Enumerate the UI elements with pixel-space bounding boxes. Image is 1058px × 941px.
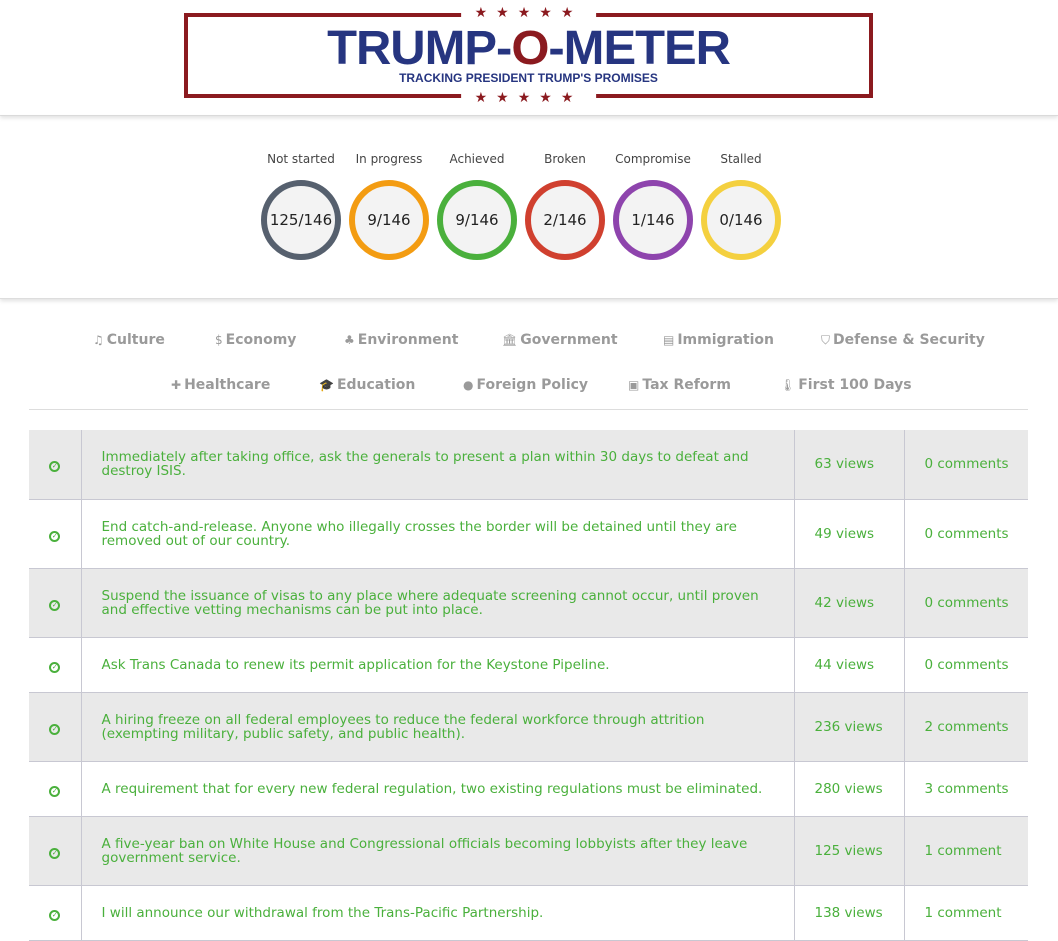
logo-subtitle: TRACKING PRESIDENT TRUMP'S PROMISES <box>399 71 658 85</box>
category-label: Economy <box>225 332 297 348</box>
achieved-check-icon: ✓ <box>49 724 60 735</box>
views-count: 44 views <box>794 637 904 692</box>
table-row[interactable] <box>29 692 1028 761</box>
achieved-check-icon: ✓ <box>49 848 60 859</box>
category-icon: ⛉ <box>821 333 831 347</box>
status-cell <box>29 885 81 940</box>
category-label: Immigration <box>677 332 774 348</box>
category-label: Culture <box>106 332 165 348</box>
category-icon: ▤ <box>663 333 675 347</box>
category-icon: 🌡 <box>780 378 796 392</box>
views-count: 236 views <box>794 692 904 761</box>
category-icon: ♣ <box>344 333 355 347</box>
achieved-check-icon: ✓ <box>49 600 60 611</box>
comments-link[interactable]: 0 comments <box>904 499 1028 568</box>
table-row[interactable] <box>29 761 1028 816</box>
promises-table <box>29 430 1028 941</box>
promise-link[interactable]: Ask Trans Canada to renew its permit application for the Keystone Pipeline. <box>81 637 794 692</box>
status-label: Not started <box>267 152 335 166</box>
achieved-check-icon: ✓ <box>49 461 60 472</box>
achieved-check-icon: ✓ <box>49 531 60 542</box>
category-defense-security[interactable] <box>821 332 985 348</box>
category-immigration[interactable] <box>663 332 774 348</box>
trump-o-meter-logo[interactable] <box>184 5 873 106</box>
status-cell <box>29 692 81 761</box>
comments-link[interactable]: 0 comments <box>904 637 1028 692</box>
category-education[interactable] <box>319 377 415 393</box>
category-culture[interactable] <box>93 332 165 348</box>
category-label: Tax Reform <box>642 377 731 393</box>
promise-link[interactable]: A hiring freeze on all federal employees to reduce the federal workforce through attrition (exempting military, public safety, and public health). <box>81 692 794 761</box>
status-cell <box>29 637 81 692</box>
promise-link[interactable]: Suspend the issuance of visas to any place where adequate screening cannot occur, until proven and effective vetting mechanisms can be put into place. <box>81 568 794 637</box>
category-icon: ● <box>463 378 474 392</box>
comments-link[interactable]: 3 comments <box>904 761 1028 816</box>
category-icon: ▣ <box>628 378 640 392</box>
comments-link[interactable]: 1 comment <box>904 885 1028 940</box>
category-first-100-days[interactable] <box>780 377 912 393</box>
status-summary <box>0 116 1058 299</box>
views-count: 42 views <box>794 568 904 637</box>
logo-title: TRUMP-O-METER <box>327 22 730 75</box>
status-cell <box>29 816 81 885</box>
status-achieved[interactable] <box>433 152 521 260</box>
promise-link[interactable]: A requirement that for every new federal regulation, two existing regulations must be eliminated. <box>81 761 794 816</box>
comments-link[interactable]: 1 comment <box>904 816 1028 885</box>
category-label: Defense & Security <box>833 332 985 348</box>
category-icon: ♫ <box>93 333 104 347</box>
promise-link[interactable]: Immediately after taking office, ask the generals to present a plan within 30 days to defeat and destroy ISIS. <box>81 430 794 499</box>
status-circle: 0/146 <box>701 180 781 260</box>
comments-link[interactable]: 2 comments <box>904 692 1028 761</box>
promise-link[interactable]: I will announce our withdrawal from the Trans-Pacific Partnership. <box>81 885 794 940</box>
table-row[interactable] <box>29 499 1028 568</box>
category-economy[interactable] <box>215 332 296 348</box>
table-row[interactable] <box>29 885 1028 940</box>
category-nav <box>29 320 1028 410</box>
status-cell <box>29 430 81 499</box>
status-in-progress[interactable] <box>345 152 433 260</box>
comments-link[interactable]: 0 comments <box>904 430 1028 499</box>
status-label: Broken <box>544 152 586 166</box>
views-count: 138 views <box>794 885 904 940</box>
views-count: 63 views <box>794 430 904 499</box>
status-not-started[interactable] <box>257 152 345 260</box>
views-count: 280 views <box>794 761 904 816</box>
category-label: Foreign Policy <box>476 377 589 393</box>
status-circle: 125/146 <box>261 180 341 260</box>
category-environment[interactable] <box>344 332 458 348</box>
site-header <box>0 0 1058 116</box>
status-circle: 9/146 <box>349 180 429 260</box>
stars-top: ★★★★★ <box>461 6 597 20</box>
status-circle: 1/146 <box>613 180 693 260</box>
stars-bottom: ★★★★★ <box>461 91 597 105</box>
comments-link[interactable]: 0 comments <box>904 568 1028 637</box>
promise-link[interactable]: A five-year ban on White House and Congressional officials becoming lobbyists after they leave government service. <box>81 816 794 885</box>
achieved-check-icon: ✓ <box>49 662 60 673</box>
status-cell <box>29 761 81 816</box>
category-icon: ✚ <box>171 378 182 392</box>
status-circle: 9/146 <box>437 180 517 260</box>
category-label: Government <box>520 332 618 348</box>
table-row[interactable] <box>29 637 1028 692</box>
status-label: Compromise <box>615 152 691 166</box>
status-compromise[interactable] <box>609 152 697 260</box>
status-cell <box>29 499 81 568</box>
achieved-check-icon: ✓ <box>49 910 60 921</box>
views-count: 125 views <box>794 816 904 885</box>
status-stalled[interactable] <box>697 152 785 260</box>
category-tax-reform[interactable] <box>628 377 731 393</box>
table-row[interactable] <box>29 816 1028 885</box>
status-label: Achieved <box>449 152 505 166</box>
status-cell <box>29 568 81 637</box>
status-label: In progress <box>355 152 423 166</box>
achieved-check-icon: ✓ <box>49 786 60 797</box>
views-count: 49 views <box>794 499 904 568</box>
table-row[interactable] <box>29 430 1028 499</box>
category-icon: 🎓 <box>319 378 334 392</box>
promise-link[interactable]: End catch-and-release. Anyone who illegally crosses the border will be detained until they are removed out of our country. <box>81 499 794 568</box>
category-label: Environment <box>357 332 459 348</box>
status-broken[interactable] <box>521 152 609 260</box>
category-foreign-policy[interactable] <box>463 377 588 393</box>
category-icon: 🏛 <box>502 333 518 347</box>
table-row[interactable] <box>29 568 1028 637</box>
status-label: Stalled <box>720 152 762 166</box>
status-circle: 2/146 <box>525 180 605 260</box>
category-label: Education <box>336 377 416 393</box>
category-healthcare[interactable] <box>171 377 270 393</box>
category-label: First 100 Days <box>798 377 912 393</box>
category-icon: $ <box>215 333 223 347</box>
category-government[interactable] <box>502 332 618 348</box>
category-label: Healthcare <box>184 377 271 393</box>
